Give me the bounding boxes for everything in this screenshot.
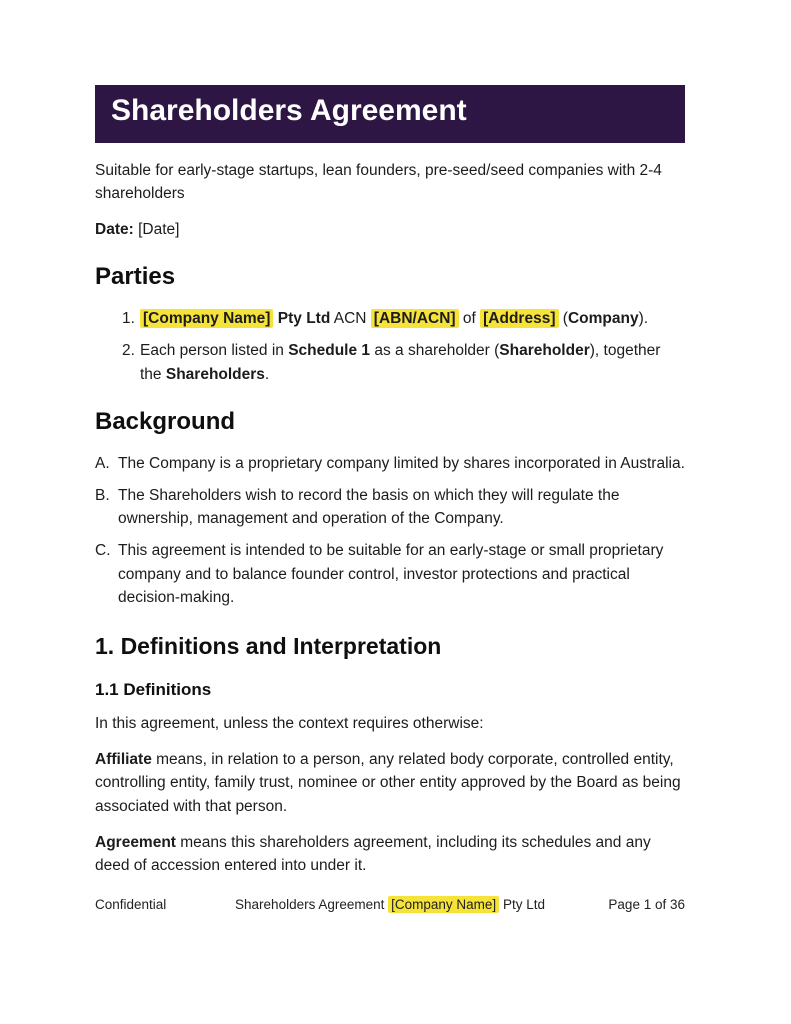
text-run: Shareholders	[165, 365, 265, 383]
footer-page-number: Page 1 of 36	[608, 897, 685, 913]
party-item-1	[122, 307, 685, 330]
text-run: Pty Ltd	[499, 897, 545, 913]
background-item-b-letter: B.	[95, 486, 110, 504]
date-line	[95, 218, 685, 241]
text-run: Schedule 1	[288, 342, 371, 360]
background-item-a	[95, 452, 685, 475]
background-heading: Background	[95, 407, 236, 435]
definition-affiliate	[95, 748, 685, 818]
text-run: ACN	[330, 310, 371, 328]
party-item-1-number: 1.	[122, 310, 135, 328]
title-banner	[95, 85, 685, 143]
placeholder-field: [ABN/ACN]	[371, 309, 459, 328]
text-run: Company	[567, 310, 639, 328]
text-run: Shareholders Agreement	[235, 897, 389, 913]
date-value: [Date]	[138, 221, 180, 238]
text-run: means this shareholders agreement, including its schedules and any deed of accession entered into under it.	[95, 833, 651, 875]
text-run: Each person listed in	[140, 342, 289, 360]
parties-list	[95, 307, 685, 386]
background-item-a-letter: A.	[95, 454, 110, 472]
definitions-section	[95, 633, 685, 877]
definitions-heading: 1. Definitions and Interpretation	[95, 633, 442, 660]
background-item-a-text: The Company is a proprietary company limited by shares incorporated in Australia.	[118, 454, 685, 472]
background-item-c-letter: C.	[95, 542, 111, 560]
definitions-subheading: 1.1 Definitions	[95, 679, 212, 699]
placeholder-field: [Company Name]	[388, 896, 499, 913]
footer-confidential: Confidential	[95, 897, 167, 913]
party-item-2	[122, 339, 685, 386]
background-item-b-text: The Shareholders wish to record the basis on which they will regulate the ownership, management and operation of the Company.	[118, 486, 620, 528]
document-subtitle: Suitable for early-stage startups, lean founders, pre-seed/seed companies with 2-4 shareholders	[95, 161, 662, 202]
document-page	[95, 0, 685, 916]
text-run: ).	[638, 310, 649, 328]
text-run: Affiliate	[95, 751, 152, 769]
background-item-b	[95, 484, 685, 531]
text-run: as a shareholder (	[370, 342, 500, 360]
document-title: Shareholders Agreement	[111, 94, 467, 127]
text-run: of	[458, 310, 481, 328]
background-list	[95, 452, 685, 610]
definition-agreement	[95, 831, 685, 878]
page-footer	[95, 895, 685, 915]
placeholder-field: [Company Name]	[140, 309, 273, 328]
party-item-2-text	[140, 339, 685, 386]
parties-heading: Parties	[95, 263, 176, 291]
footer-document-name	[229, 895, 551, 915]
text-run: Shareholder	[499, 342, 590, 360]
date-label: Date:	[95, 221, 134, 238]
definitions-intro: In this agreement, unless the context requires otherwise:	[95, 714, 484, 732]
placeholder-field: [Address]	[480, 309, 558, 328]
text-run: (	[558, 310, 568, 328]
party-item-2-number: 2.	[122, 342, 135, 360]
text-run: Agreement	[95, 833, 176, 851]
parties-section	[95, 263, 685, 386]
background-item-c-text: This agreement is intended to be suitable for an early-stage or small proprietary company and to balance founder control, investor protections and practical decision-making.	[118, 542, 664, 606]
party-item-1-text	[140, 307, 685, 330]
background-item-c	[95, 539, 685, 609]
text-run: .	[264, 365, 270, 383]
text-run: Pty Ltd	[273, 310, 331, 328]
text-run: ), together the	[140, 342, 661, 383]
background-section	[95, 408, 685, 609]
text-run: means, in relation to a person, any related body corporate, controlled entity, controlling entity, family trust, nominee or other entity approved by the Board as being associated with that person.	[95, 751, 681, 815]
